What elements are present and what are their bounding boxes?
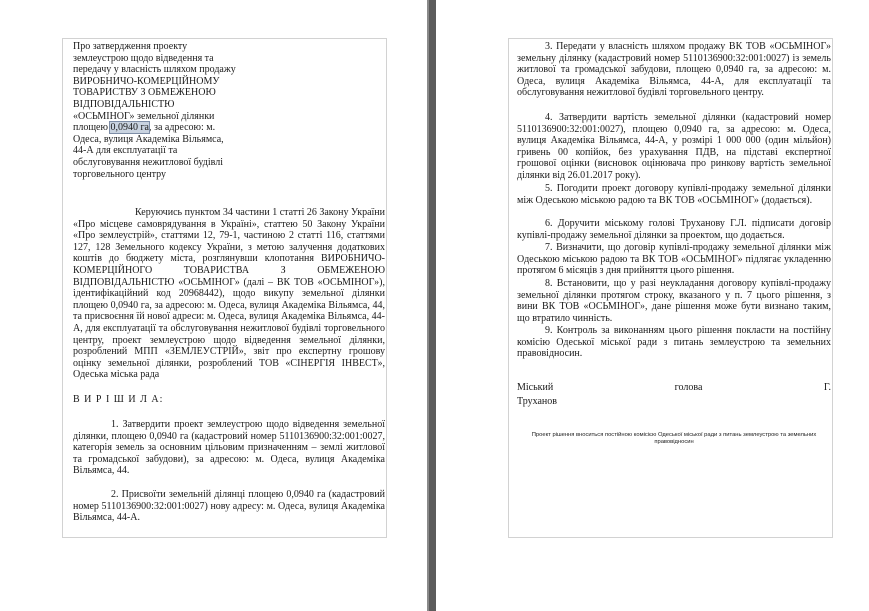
decided-heading: В И Р І Ш И Л А:	[73, 394, 164, 405]
footer-note: Проект рішення вноситься постійною комісією Одеської міської ради з питань землеустрою та земельних правовідносин	[531, 432, 817, 445]
preamble-paragraph: Керуючись пунктом 34 частини 1 статті 26 Закону України «Про місцеве самоврядування в Україні», статтею 50 Закону України «Про землеустрій», статтями 12, 79-1, частиною 2 статті 116, статтями 127, 128 Земельного кодексу України, з метою залучення додаткових коштів до бюджету міста, розглянувши клопотання ВИРОБНИЧО-КОМЕРЦІЙНОГО ТОВАРИСТВА З ОБМЕЖЕНОЮ ВІДПОВІДАЛЬНІСТЮ «ОСЬМІНОГ» (далі – ВК ТОВ «ОСЬМІНОГ»), ідентифікаційний код 20968442), щодо викупу земельної ділянки площею 0,0940 га, за адресою: м. Одеса, вулиця Академіка Вільямса, 44, та присвоєння їй нової адреси: м. Одеса, вулиця Академіка Вільямса, 44-А, для експлуатації та обслуговування нежитлової будівлі торговельного центру, проект землеустрою щодо відведення земельної ділянки, розроблений МПП «ЗЕМЛЕУСТРІЙ», звіт про експертну грошову оцінку земельної ділянки, розроблений ТОВ «СІНЕРГІЯ ІНВЕСТ», Одеська міська рада	[73, 207, 385, 381]
page-splitter[interactable]	[427, 0, 436, 611]
decision-title	[73, 41, 238, 180]
decision-item-9: 9. Контроль за виконанням цього рішення покласти на постійну комісію Одеської міської ради з питань землеустрою та земельних правовідносин.	[517, 325, 831, 360]
selected-text-highlight[interactable]: 0,0940 га	[110, 122, 149, 134]
decision-item-7: 7. Визначити, що договір купівлі-продажу земельної ділянки між Одеською міською радою та ВК ТОВ «ОСЬМІНОГ» підлягає укладенню протягом 6 місяців з дня прийняття цього рішення.	[517, 242, 831, 277]
title-text: Про затвердження проекту землеустрою щодо відведення та передачу у власність шляхом продажу ВИРОБНИЧО-КОМЕРЦІЙНОМУ ТОВАРИСТВУ З ОБМЕЖЕНОЮ ВІДПОВІДАЛЬНІСТЮ «ОСЬМІНОГ» земельної ділянки площею	[73, 41, 236, 134]
decision-item-2: 2. Присвоїти земельній ділянці площею 0,0940 га (кадастровий номер 5110136900:32:001:0027) нову адресу: м. Одеса, вулиця Академіка Вільямса, 44-А.	[73, 489, 385, 524]
signature-line	[517, 382, 831, 394]
document-page-left	[62, 38, 387, 538]
decision-item-1: 1. Затвердити проект землеустрою щодо відведення земельної ділянки, площею 0,0940 га (кадастровий номер 5110136900:32:001:0027, категорія земель за основним цільовим призначенням – землі житлової та громадської забудови), за адресою: м. Одеса, вулиця Академіка Вільямса, 44.	[73, 419, 385, 477]
signature-initial: Г.	[823, 382, 831, 393]
decision-item-4: 4. Затвердити вартість земельної ділянки (кадастровий номер 5110136900:32:001:0027), площею 0,0940 га, за адресою: м. Одеса, вулиця Академіка Вільямса, 44-А, у розмірі 1 000 000 (один мільйон) гривень 00 копійок, без урахування ПДВ, на підставі експертної грошової оцінки (висновок оцінювача про ринкову вартість земельної ділянки від 26.01.2017 року).	[517, 112, 831, 181]
signature-surname: Труханов	[517, 396, 557, 407]
decision-item-6: 6. Доручити міському голові Труханову Г.Л. підписати договір купівлі-продажу земельної ділянки за проектом, що додається.	[517, 218, 831, 241]
decision-item-8: 8. Встановити, що у разі неукладання договору купівлі-продажу земельної ділянки протягом строку, вказаного у п. 7 цього рішення, з вини ВК ТОВ «ОСЬМІНОГ», дане рішення може бути визнано таким, що втратило чинність.	[517, 278, 831, 324]
document-page-right	[508, 38, 833, 538]
signature-title: Міський голова	[517, 382, 703, 393]
decision-item-3: 3. Передати у власність шляхом продажу ВК ТОВ «ОСЬМІНОГ» земельну ділянку (кадастровий номер 5110136900:32:001:0027) із земель житлової та громадської забудови, площею 0,0940 га, за адресою: м. Одеса, вулиця Академіка Вільямса, 44-А, для експлуатації та обслуговування нежитлової будівлі торговельного центру.	[517, 41, 831, 99]
decision-item-5: 5. Погодити проект договору купівлі-продажу земельної ділянки між Одеською міською радою та ВК ТОВ «ОСЬМІНОГ» (додається).	[517, 183, 831, 206]
title-text-rest: , за адресою: м. Одеса, вулиця Академіка Вільямса, 44-А для експлуатації та обслуговування нежитлової будівлі торговельного центру	[73, 122, 224, 180]
